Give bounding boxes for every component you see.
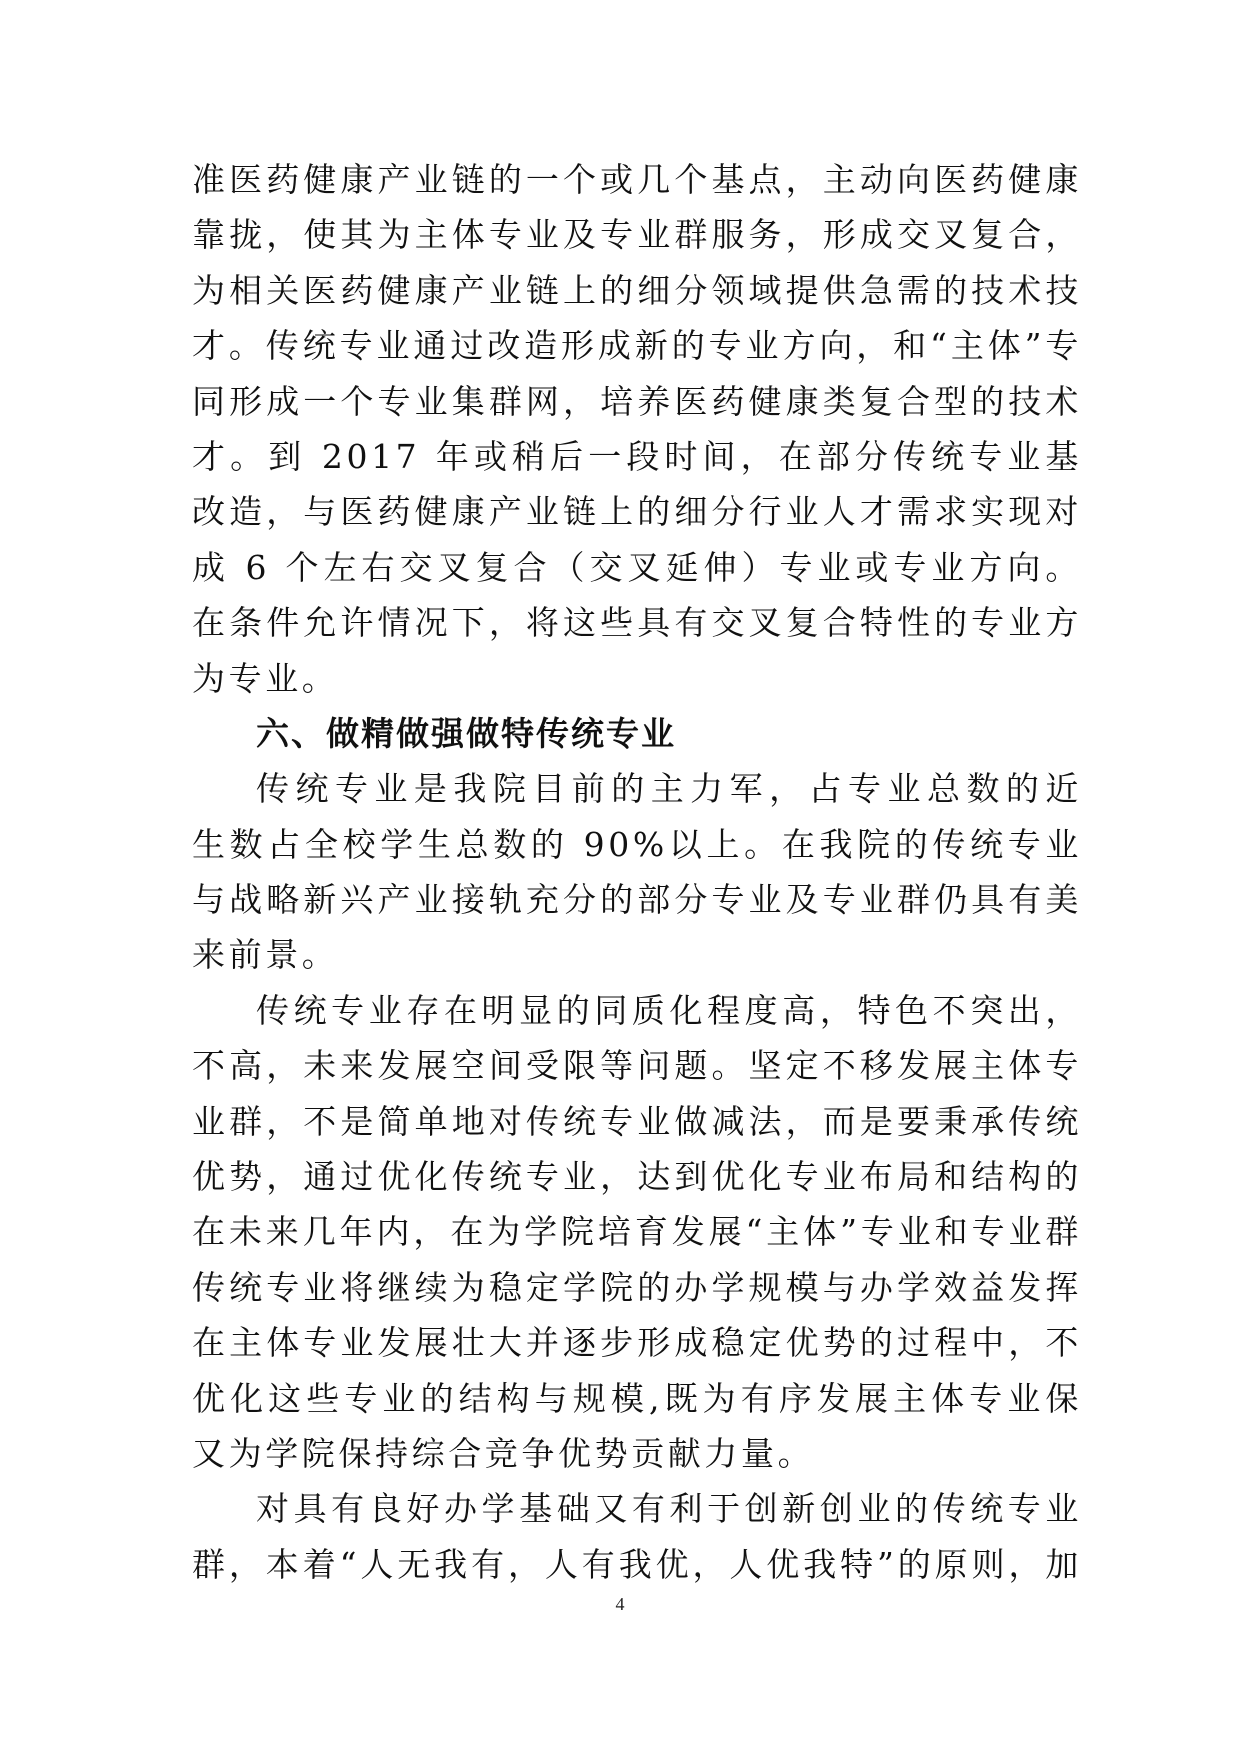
paragraph-line: 为相关医药健康产业链上的细分领域提供急需的技术技 <box>192 270 1082 310</box>
paragraph-line: 优化这些专业的结构与规模,既为有序发展主体专业保 <box>192 1378 1082 1418</box>
paragraph-line: 才。到 2017 年或稍后一段时间，在部分传统专业基 <box>192 436 1082 476</box>
paragraph-line: 靠拢，使其为主体专业及专业群服务，形成交叉复合， <box>192 215 1082 255</box>
paragraph-line: 传统专业将继续为稳定学院的办学规模与办学效益发挥 <box>192 1267 1082 1307</box>
paragraph-line: 与战略新兴产业接轨充分的部分专业及专业群仍具有美 <box>192 880 1082 920</box>
paragraph-line: 对具有良好办学基础又有利于创新创业的传统专业 <box>256 1489 1082 1529</box>
paragraph-line: 才。传统专业通过改造形成新的专业方向，和“主体”专 <box>192 326 1082 366</box>
paragraph-line: 为专业。 <box>192 658 339 698</box>
paragraph-line: 改造，与医药健康产业链上的细分行业人才需求实现对 <box>192 492 1082 532</box>
paragraph-line: 在主体专业发展壮大并逐步形成稳定优势的过程中，不 <box>192 1323 1082 1363</box>
paragraph-line: 业群，不是简单地对传统专业做减法，而是要秉承传统 <box>192 1101 1082 1141</box>
paragraph-line: 来前景。 <box>192 935 339 975</box>
paragraph-line: 成 6 个左右交叉复合（交叉延伸）专业或专业方向。 <box>192 547 1082 587</box>
paragraph-line: 准医药健康产业链的一个或几个基点，主动向医药健康 <box>192 160 1082 199</box>
section-heading: 六、做精做强做特传统专业 <box>256 713 676 753</box>
paragraph-line: 传统专业是我院目前的主力军，占专业总数的近 <box>256 769 1082 809</box>
paragraph-line: 生数占全校学生总数的 90%以上。在我院的传统专业 <box>192 824 1082 864</box>
paragraph-line: 优势，通过优化传统专业，达到优化专业布局和结构的 <box>192 1157 1082 1197</box>
page-number: 4 <box>615 1594 625 1614</box>
paragraph-line: 在条件允许情况下，将这些具有交叉复合特性的专业方 <box>192 603 1082 643</box>
paragraph-line: 传统专业存在明显的同质化程度高，特色不突出， <box>256 990 1082 1030</box>
paragraph-line: 又为学院保持综合竞争优势贡献力量。 <box>192 1433 815 1473</box>
paragraph-line: 在未来几年内，在为学院培育发展“主体”专业和专业群 <box>192 1212 1082 1252</box>
document-body <box>192 152 1082 1592</box>
paragraph-line: 不高，未来发展空间受限等问题。坚定不移发展主体专 <box>192 1046 1082 1086</box>
paragraph-line: 群，本着“人无我有，人有我优，人优我特”的原则，加 <box>192 1544 1082 1584</box>
paragraph-line: 同形成一个专业集群网，培养医药健康类复合型的技术 <box>192 381 1082 421</box>
